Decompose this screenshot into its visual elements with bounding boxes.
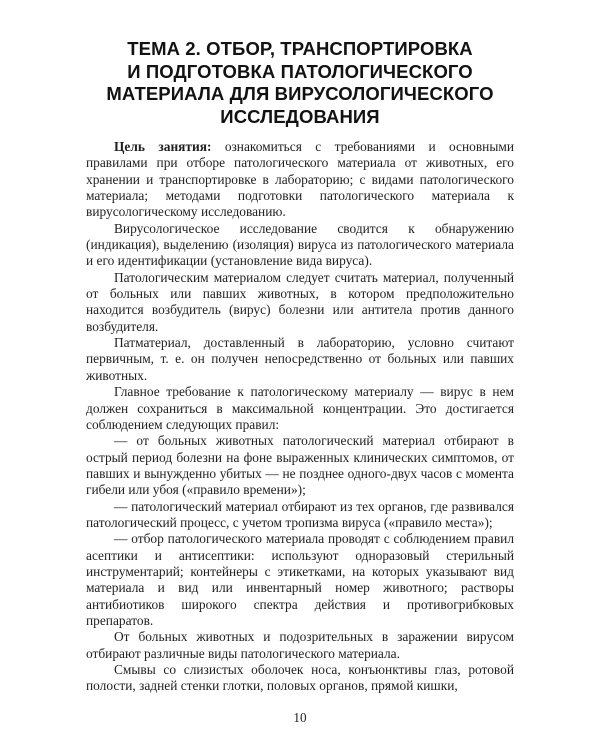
paragraph-goal — [86, 139, 514, 221]
paragraph-virological-study: Вирусологическое исследование сводится к обнаружению (индикация), выделению (изоляция) вируса из патологического материала и его идентификации (установление вида вируса). — [86, 220, 514, 269]
title-line-2: И ПОДГОТОВКА ПАТОЛОГИЧЕСКОГО — [127, 60, 473, 82]
page-title — [86, 0, 514, 128]
paragraph-main-requirement: Главное требование к патологическому материалу — вирус в нем должен сохраниться в максимальной концентрации. Это достигается соблюдением следующих правил: — [86, 384, 514, 432]
title-line-3: МАТЕРИАЛА ДЛЯ ВИРУСОЛОГИЧЕСКОГО — [106, 83, 494, 104]
body-text — [86, 128, 514, 695]
list-item-rule-asepsis: — отбор патологического материала проводят с соблюдением правил асептики и антисептики: используют одноразовый стерильный инструментарий; контейнеры с этикетками, на которых указывают вид материала и вид или инвентарный номер животного; растворы антибиотиков широкого спектра действия и противогрибковых препаратов. — [86, 531, 514, 628]
list-item-rule-place: — патологический материал отбирают из тех органов, где развивался патологический процесс, с учетом тропизма вируса («правило места»); — [86, 498, 514, 530]
title-line-1: ТЕМА 2. ОТБОР, ТРАНСПОРТИРОВКА — [127, 38, 473, 59]
paragraph-primary-material: Патматериал, доставленный в лабораторию, условно считают первичным, т. е. он получен непосредственно от больных или павших животных. — [86, 335, 514, 383]
title-line-4: ИССЛЕДОВАНИЯ — [220, 105, 380, 127]
paragraph-from-sick-animals: От больных животных и подозрительных в заражении вирусом отбирают различные виды патологического материала. — [86, 629, 514, 661]
paragraph-pathological-material-definition: Патологическим материалом следует считать материал, полученный от больных или павших животных, в котором предположительно находится возбудитель (вирус) болезни или антитела против данного возбудителя. — [86, 269, 514, 334]
paragraph-text: ознакомиться с требованиями и основными правилами при отборе патологического материала от животных, его хранении и транспортировке в лабораторию; с видами патологического материала; методами подготовки патологического материала к вирусологическому исследованию. — [86, 139, 514, 220]
page-number: 10 — [293, 710, 307, 725]
list-item-rule-time: — от больных животных патологический материал отбирают в острый период болезни на фоне выраженных клинических симптомов, от павших и вынужденно убитых — не позднее одного-двух часов с момента гибели или убоя («правило времени»); — [86, 433, 514, 498]
paragraph-swabs: Смывы со слизистых оболочек носа, конъюнктивы глаз, ротовой полости, задней стенки глотки, половых органов, прямой кишки, — [86, 662, 514, 694]
page-content — [86, 0, 514, 695]
paragraph-lead: Цель занятия: — [114, 139, 212, 154]
